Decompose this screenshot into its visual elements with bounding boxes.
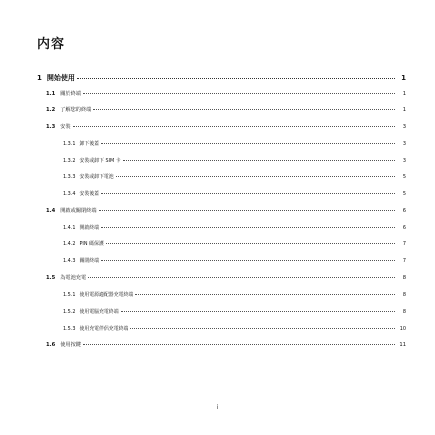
dot-leader <box>135 294 395 295</box>
dot-leader <box>73 126 395 127</box>
toc-entry-number: 1.1 <box>46 91 56 97</box>
dot-leader <box>121 311 395 312</box>
toc-entry-number: 1.3 <box>46 124 56 130</box>
toc-entry-page: 1 <box>402 91 406 97</box>
toc-entry-page: 1 <box>402 107 406 113</box>
toc-entry-page: 6 <box>402 225 406 231</box>
toc-entry-label: 卸下後蓋 <box>79 141 100 147</box>
toc-entry-number: 1.5 <box>46 275 56 281</box>
toc-entry[interactable] <box>46 274 406 286</box>
toc-entry-page: 11 <box>399 342 406 348</box>
toc-entry[interactable] <box>63 291 406 303</box>
toc-entry-label: 安裝後蓋 <box>79 191 100 197</box>
toc-entry-label: 使用按鍵 <box>60 342 81 348</box>
toc-entry-label: 安裝或卸下 SIM 卡 <box>79 158 121 164</box>
toc-entry-number: 1.6 <box>46 342 56 348</box>
toc-entry-label: 關閉終端 <box>79 258 100 264</box>
toc-entry-label: 為電池充電 <box>60 275 87 281</box>
toc-entry-number: 1.4.3 <box>63 258 76 264</box>
page-number-footer: i <box>216 404 219 411</box>
toc-entry-number: 1.3.2 <box>63 158 76 164</box>
dot-leader <box>101 260 395 261</box>
toc-entry-page: 3 <box>402 158 406 164</box>
toc-entry-label: 開始使用 <box>46 74 75 82</box>
toc-entry[interactable] <box>63 173 406 185</box>
toc-entry-page: 7 <box>402 241 406 247</box>
dot-leader <box>130 328 395 329</box>
dot-leader <box>83 344 395 345</box>
toc-entry[interactable] <box>63 240 406 252</box>
dot-leader <box>99 210 395 211</box>
toc-entry[interactable] <box>46 207 406 219</box>
toc-entry-number: 1.5.3 <box>63 326 76 332</box>
toc-entry-number: 1 <box>37 74 42 82</box>
toc-entry[interactable] <box>63 308 406 320</box>
toc-entry-number: 1.3.3 <box>63 174 76 180</box>
dot-leader <box>83 93 395 94</box>
dot-leader <box>88 277 395 278</box>
toc-entry[interactable] <box>63 157 406 169</box>
dot-leader <box>106 243 395 244</box>
toc-entry-label: 安裝或卸下電池 <box>79 174 114 180</box>
dot-leader <box>101 143 395 144</box>
toc-entry-page: 1 <box>401 74 406 82</box>
toc-entry-page: 10 <box>399 326 406 332</box>
toc-entry-page: 5 <box>402 174 406 180</box>
toc-entry-page: 5 <box>402 191 406 197</box>
toc-entry-page: 7 <box>402 258 406 264</box>
toc-entry[interactable] <box>63 257 406 269</box>
toc-entry-label: 安裝 <box>60 124 71 130</box>
toc-entry-label: 關於終端 <box>60 91 81 97</box>
dot-leader <box>116 176 395 177</box>
toc-entry-label: 使用充電伴侶充電終端 <box>79 326 129 332</box>
toc-entry-number: 1.3.1 <box>63 141 76 147</box>
toc-entry-page: 8 <box>402 275 406 281</box>
toc-entry-label: PIN 碼保護 <box>79 241 104 247</box>
toc-entry-number: 1.3.4 <box>63 191 76 197</box>
dot-leader <box>101 193 395 194</box>
toc-entry-page: 8 <box>402 309 406 315</box>
dot-leader <box>101 227 395 228</box>
toc-entry[interactable] <box>63 140 406 152</box>
toc-entry-number: 1.5.1 <box>63 292 76 298</box>
toc-entry[interactable] <box>37 73 406 85</box>
toc-entry[interactable] <box>63 190 406 202</box>
toc-entry[interactable] <box>46 90 406 102</box>
toc-entry-number: 1.4.2 <box>63 241 76 247</box>
dot-leader <box>123 160 395 161</box>
toc-entry-page: 3 <box>402 124 406 130</box>
toc-entry-number: 1.5.2 <box>63 309 76 315</box>
toc-entry-number: 1.4.1 <box>63 225 76 231</box>
toc-entry-number: 1.4 <box>46 208 56 214</box>
dot-leader <box>93 109 395 110</box>
toc-entry[interactable] <box>63 224 406 236</box>
page-title: 内容 <box>37 37 66 52</box>
toc-entry-label: 使用電腦充電終端 <box>79 309 119 315</box>
toc-entry-label: 開啟或關閉終端 <box>60 208 97 214</box>
toc-entry-label: 了解您的終端 <box>60 107 92 113</box>
toc-entry-page: 3 <box>402 141 406 147</box>
dot-leader <box>77 78 395 79</box>
toc-entry-label: 開啟終端 <box>79 225 100 231</box>
toc-entry-page: 8 <box>402 292 406 298</box>
toc-entry-number: 1.2 <box>46 107 56 113</box>
toc-entry[interactable] <box>46 341 406 353</box>
toc-entry-page: 6 <box>402 208 406 214</box>
toc-entry-label: 使用電源適配器充電終端 <box>79 292 134 298</box>
toc-entry[interactable] <box>63 325 406 337</box>
toc-entry[interactable] <box>46 123 406 135</box>
toc-entry[interactable] <box>46 106 406 118</box>
